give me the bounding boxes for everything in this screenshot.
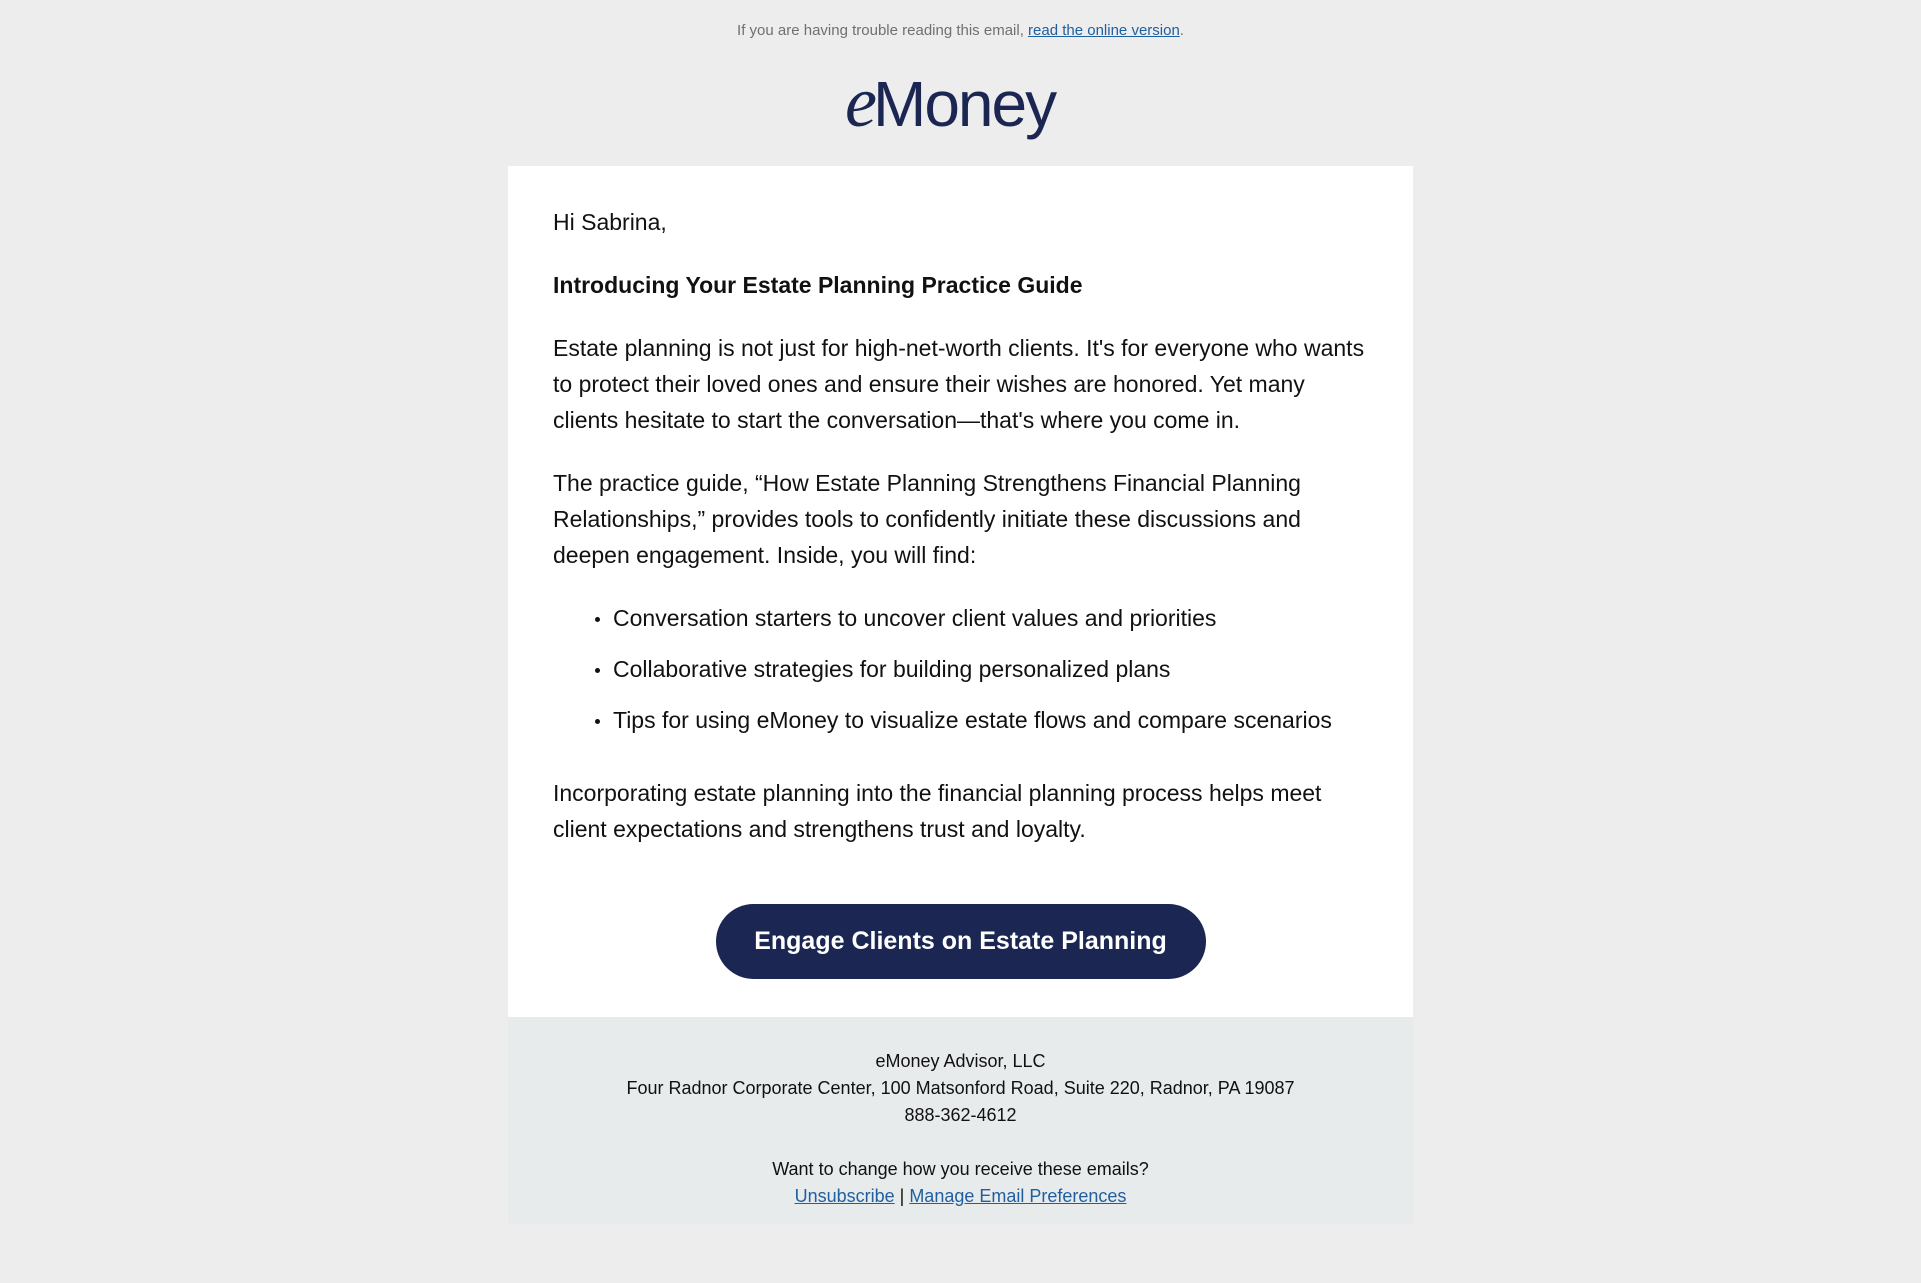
- manage-preferences-link[interactable]: Manage Email Preferences: [909, 1186, 1127, 1206]
- emoney-logo-mark: [841, 68, 1081, 148]
- intro-paragraph: Estate planning is not just for high-net-worth clients. It's for everyone who wants to protect their loved ones and ensure their wishes are honored. Yet many clients hesitate to start the conversation—that's where you come in.: [553, 335, 1365, 433]
- list-item: [613, 702, 1368, 738]
- list-item-text: Conversation starters to uncover client values and priorities: [613, 605, 1217, 631]
- bullet-icon: [595, 719, 600, 724]
- engage-clients-button[interactable]: Engage Clients on Estate Planning: [716, 904, 1206, 979]
- greeting: Hi Sabrina,: [553, 209, 667, 235]
- list-item: [613, 600, 1368, 636]
- closing-paragraph: Incorporating estate planning into the financial planning process helps meet client expectations and strengthens trust and loyalty.: [553, 780, 1322, 842]
- bullet-icon: [595, 617, 600, 622]
- bullet-icon: [595, 668, 600, 673]
- list-item-text: Tips for using eMoney to visualize estate flows and compare scenarios: [613, 707, 1332, 733]
- email-card: [508, 166, 1413, 1017]
- guide-paragraph: The practice guide, “How Estate Planning Strengthens Financial Planning Relationships,” provides tools to confidently initiate these discussions and deepen engagement. Inside, you will find:: [553, 470, 1301, 568]
- link-separator: |: [894, 1186, 910, 1206]
- preferences-question: Want to change how you receive these emails?: [772, 1159, 1149, 1179]
- preheader-text: If you are having trouble reading this email,: [737, 22, 1029, 39]
- feature-list: [553, 600, 1368, 738]
- unsubscribe-link[interactable]: Unsubscribe: [794, 1186, 895, 1206]
- list-item: [613, 651, 1368, 687]
- preheader: [0, 21, 1921, 41]
- logo-e: e: [844, 68, 877, 142]
- email-headline: Introducing Your Estate Planning Practice Guide: [553, 272, 1083, 298]
- preheader-suffix: .: [1179, 22, 1184, 39]
- company-name: eMoney Advisor, LLC: [875, 1051, 1046, 1071]
- list-item-text: Collaborative strategies for building personalized plans: [613, 656, 1171, 682]
- logo-money: Money: [872, 68, 1055, 140]
- company-address: Four Radnor Corporate Center, 100 Matsonford Road, Suite 220, Radnor, PA 19087: [626, 1078, 1295, 1098]
- emoney-logo: [0, 68, 1921, 148]
- email-footer: [508, 1017, 1413, 1224]
- company-phone: 888-362-4612: [904, 1105, 1017, 1125]
- online-version-link[interactable]: read the online version: [1028, 22, 1180, 39]
